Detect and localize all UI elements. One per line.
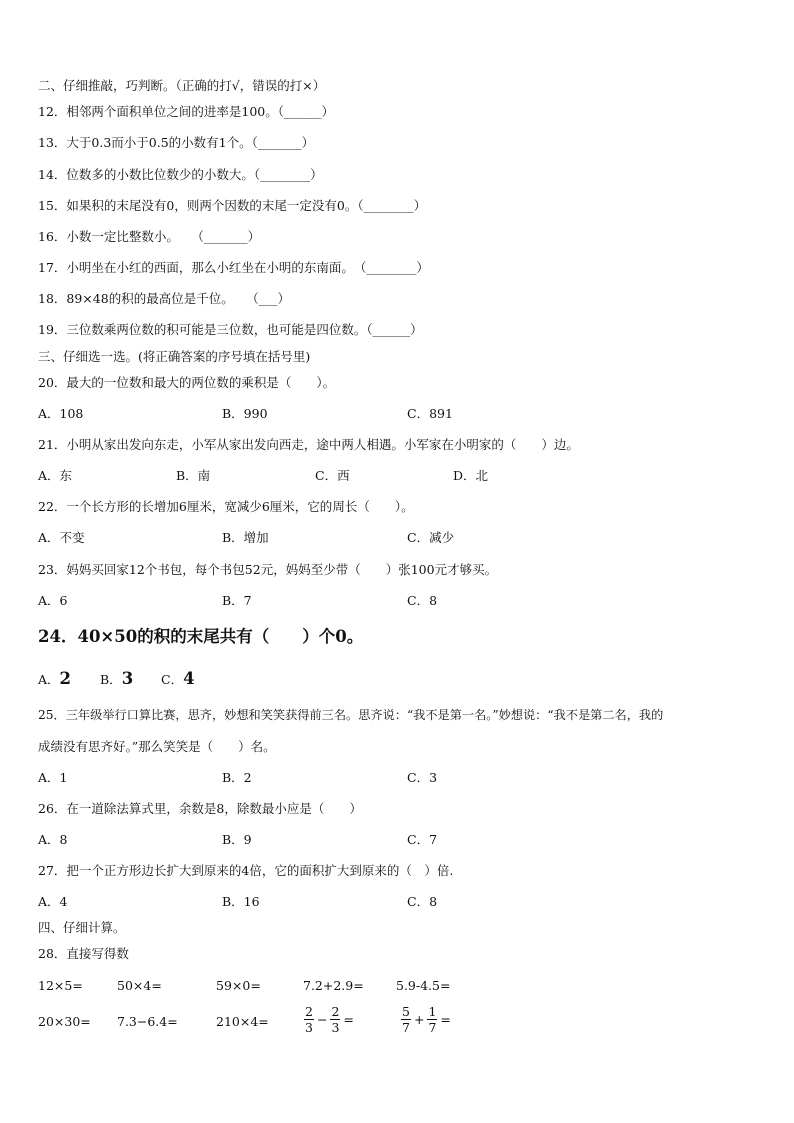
equals-sign: = (440, 1012, 451, 1027)
q24-option-b-value: 3 (121, 669, 134, 688)
q22-option-c: C．减少 (407, 530, 455, 545)
q22-option-a: A．不变 (38, 530, 85, 545)
q24-option-b (100, 669, 133, 690)
q24-option-a-letter: A． (38, 672, 60, 687)
question-14: 14．位数多的小数比位数少的小数大。（________） (38, 167, 323, 182)
fraction-a-numerator: 2 (305, 1004, 313, 1019)
question-25-line-2: 成绩没有思齐好。”那么笑笑是（ ）名。 (38, 739, 276, 754)
q24-option-c (161, 669, 195, 690)
q25-option-c: C．3 (407, 770, 438, 785)
fraction-a-denominator: 3 (305, 1020, 313, 1035)
calc-row1-5: 5.9-4.5= (396, 978, 451, 993)
fraction-c-denominator: 7 (402, 1020, 410, 1035)
q20-option-a: A．108 (38, 406, 84, 421)
question-18: 18．89×48的积的最高位是千位。 （___） (38, 291, 290, 306)
calc-row2-1: 20×30= (38, 1014, 91, 1029)
question-13: 13．大于0.3而小于0.5的小数有1个。（_______） (38, 135, 315, 150)
question-16: 16．小数一定比整数小。 （_______） (38, 229, 261, 244)
q23-option-a: A．6 (38, 593, 68, 608)
question-21: 21．小明从家出发向东走，小军从家出发向西走，途中两人相遇。小军家在小明家的（ ）边。 (38, 437, 579, 452)
q24-option-c-letter: C． (161, 672, 184, 687)
fraction-c (401, 1004, 411, 1035)
q21-option-a: A．东 (38, 468, 73, 483)
equals-sign: = (343, 1012, 354, 1027)
fraction-d (427, 1004, 437, 1035)
question-23: 23．妈妈买回家12个书包，每个书包52元，妈妈至少带（ ）张100元才够买。 (38, 562, 498, 577)
fraction-a (304, 1004, 314, 1035)
question-17: 17．小明坐在小红的西面，那么小红坐在小明的东南面。 （________） (38, 260, 429, 275)
fraction-b-numerator: 2 (331, 1004, 340, 1019)
plus-operator: + (413, 1012, 425, 1027)
q23-option-c: C．8 (407, 593, 438, 608)
minus-operator: − (316, 1012, 328, 1027)
q20-option-b: B．990 (222, 406, 268, 421)
q26-option-c: C．7 (407, 832, 438, 847)
fraction-c-numerator: 5 (402, 1004, 410, 1019)
question-27: 27．把一个正方形边长扩大到原来的4倍，它的面积扩大到原来的（ ）倍. (38, 863, 454, 878)
q27-option-a: A．4 (38, 894, 68, 909)
question-24: 24．40×50的积的末尾共有（ ）个0。 (38, 627, 364, 646)
calc-row2-3: 210×4= (216, 1014, 269, 1029)
question-28-title: 28．直接写得数 (38, 946, 129, 961)
q24-option-b-letter: B． (100, 672, 122, 687)
question-20: 20．最大的一位数和最大的两位数的乘积是（ ）。 (38, 375, 336, 390)
q27-option-b: B．16 (222, 894, 260, 909)
question-25-line-1: 25．三年级举行口算比赛，思齐，妙想和笑笑获得前三名。思齐说：“我不是第一名。”妙想说：“我不是第二名，我的 (38, 708, 664, 722)
calc-row1-2: 50×4= (117, 978, 162, 993)
q27-option-c: C．8 (407, 894, 438, 909)
fraction-b (330, 1004, 340, 1035)
question-22: 22．一个长方形的长增加6厘米，宽减少6厘米，它的周长（ ）。 (38, 499, 414, 514)
question-15: 15．如果积的末尾没有0，则两个因数的末尾一定没有0。（________） (38, 198, 427, 213)
q24-option-a-value: 2 (59, 669, 72, 688)
calc-row1-4: 7.2+2.9= (303, 978, 364, 993)
section-2-heading: 二、仔细推敲，巧判断。（正确的打√，错误的打×） (38, 78, 326, 93)
question-19: 19．三位数乘两位数的积可能是三位数，也可能是四位数。（______） (38, 322, 423, 337)
question-12: 12．相邻两个面积单位之间的进率是100。（______） (38, 104, 335, 119)
fraction-d-denominator: 7 (428, 1020, 437, 1035)
question-26: 26．在一道除法算式里，余数是8，除数最小应是（ ） (38, 801, 362, 816)
calc-row2-2: 7.3−6.4= (117, 1014, 178, 1029)
q21-option-c: C．西 (315, 468, 350, 483)
q24-option-c-value: 4 (183, 669, 195, 688)
calc-row1-3: 59×0= (216, 978, 261, 993)
calc-fraction-subtraction (303, 1004, 356, 1035)
q26-option-b: B．9 (222, 832, 252, 847)
q21-option-b: B．南 (176, 468, 211, 483)
q25-option-a: A．1 (38, 770, 68, 785)
q24-option-a (38, 669, 71, 690)
q25-option-b: B．2 (222, 770, 252, 785)
q20-option-c: C．891 (407, 406, 453, 421)
section-4-heading: 四、仔细计算。 (38, 920, 126, 935)
q23-option-b: B．7 (222, 593, 252, 608)
q21-option-d: D．北 (453, 468, 489, 483)
section-3-heading: 三、仔细选一选。(将正确答案的序号填在括号里) (38, 349, 311, 364)
calc-fraction-addition (400, 1004, 453, 1035)
q22-option-b: B．增加 (222, 530, 269, 545)
fraction-d-numerator: 1 (428, 1004, 437, 1019)
q26-option-a: A．8 (38, 832, 68, 847)
calc-row1-1: 12×5= (38, 978, 83, 993)
fraction-b-denominator: 3 (331, 1020, 340, 1035)
